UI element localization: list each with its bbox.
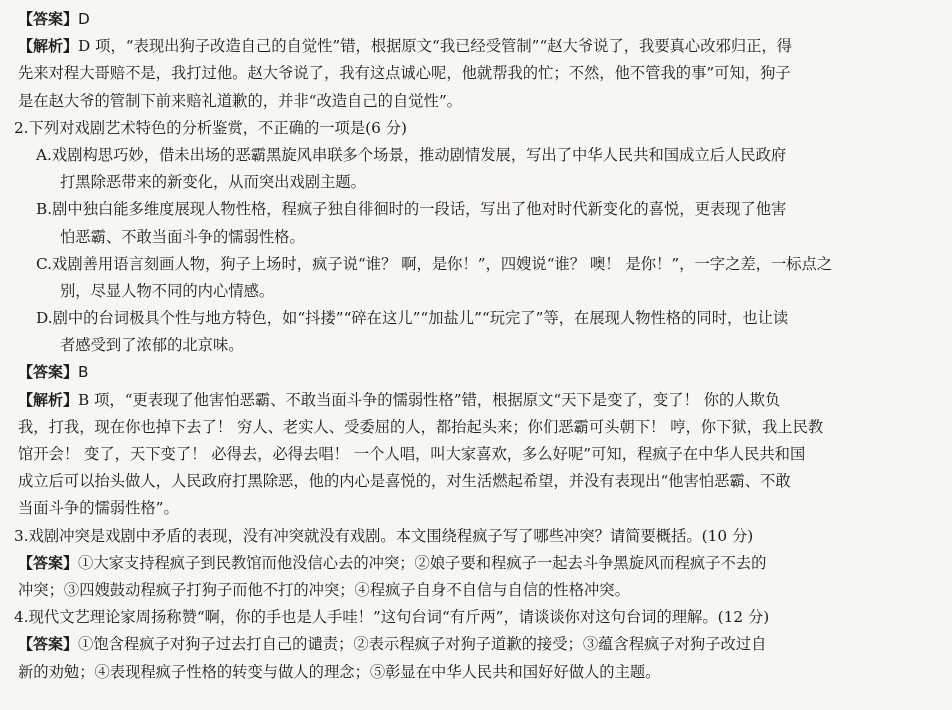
q2-option-c-cont: 别，尽显人物不同的内心情感。 <box>60 281 275 300</box>
q2-option-d-cont: 者感受到了浓郁的北京味。 <box>60 336 244 355</box>
q2-option-c: C.戏剧善用语言刻画人物，狗子上场时，疯子说“谁？ 啊，是你！”，四嫂说“谁？ 噢！ 是你！”，一字之差，一标点之 <box>36 254 833 273</box>
q1-analysis-line: 先来对程大哥赔不是，我打过他。赵大爷说了，我有这点诚心呢，他就帮我的忙；不然，他不管我的事”可知，狗子 <box>18 64 791 83</box>
q2-analysis-line: 馆开会！ 变了，天下变了！ 必得去，必得去唱！ 一个人唱，叫大家喜欢，多么好呢”可知，程疯子在中华人民共和国 <box>18 445 806 463</box>
q1-analysis-line <box>14 33 942 60</box>
q2-analysis-line: 我，打我，现在你也掉下去了！ 穷人、老实人、受委屈的人，都抬起头来；你们恶霸可头朝下！ 哼，你下狱，我上民教 <box>18 417 824 436</box>
answer-tag: 【答案】 <box>18 363 79 382</box>
q2-analysis-line: 成立后可以抬头做人，人民政府打黑除恶，他的内心是喜悦的，对生活燃起希望，并没有表现出“他害怕恶霸、不敢 <box>18 472 791 491</box>
answer-value: B <box>78 363 89 382</box>
q2-option-a-cont: 打黑除恶带来的新变化，从而突出戏剧主题。 <box>60 173 366 192</box>
analysis-tag: 【解析】 <box>18 37 79 56</box>
q4-stem: 4.现代文艺理论家周扬称赞“啊，你的手也是人手哇！”这句台词“有斤两”，请谈谈你对这句台词的理解。(12 分) <box>14 608 770 627</box>
answer-tag: 【答案】 <box>18 635 79 654</box>
q1-analysis-line: 是在赵大爷的管制下前来赔礼道歉的，并非“改造自己的自觉性”。 <box>18 91 462 110</box>
q2-option-b: B.剧中独白能多维度展现人物性格，程疯子独自徘徊时的一段话，写出了他对时代新变化的喜悦，更表现了他害 <box>36 200 787 219</box>
q2-option-a: A.戏剧构思巧妙，借未出场的恶霸黑旋风串联多个场景，推动剧情发展，写出了中华人民共和国成立后人民政府 <box>36 145 787 164</box>
analysis-text: B 项，“更表现了他害怕恶霸、不敢当面斗争的懦弱性格”错，根据原文“天下是变了，变了！ 你的人欺负 <box>78 390 781 409</box>
q2-analysis-line <box>14 387 942 414</box>
q2-stem: 2.下列对戏剧艺术特色的分析鉴赏，不正确的一项是(6 分) <box>14 118 407 137</box>
q2-option-b-cont: 怕恶霸、不敢当面斗争的懦弱性格。 <box>60 227 305 246</box>
q2-answer <box>14 359 942 386</box>
answer-text: ①大家支持程疯子到民教馆而他没信心去的冲突；②娘子要和程疯子一起去斗争黑旋风而程疯子不去的 <box>78 553 767 572</box>
answer-tag: 【答案】 <box>18 553 79 572</box>
q3-answer-line: 冲突；③四嫂鼓动程疯子打狗子而他不打的冲突；④程疯子自身不自信与自信的性格冲突。 <box>18 580 630 599</box>
analysis-tag: 【解析】 <box>18 390 79 409</box>
q3-stem: 3.戏剧冲突是戏剧中矛盾的表现，没有冲突就没有戏剧。本文围绕程疯子写了哪些冲突？请简要概括。(10 分) <box>14 526 754 545</box>
answer-text: ①饱含程疯子对狗子过去打自己的谴责；②表示程疯子对狗子道歉的接受；③蕴含程疯子对狗子改过自 <box>78 635 767 654</box>
q1-answer <box>14 6 942 33</box>
analysis-text: D 项，“表现出狗子改造自己的自觉性”错，根据原文“我已经受管制”“赵大爷说了，我要真心改邪归正，得 <box>78 37 793 56</box>
answer-tag: 【答案】 <box>18 10 79 28</box>
q4-answer-line <box>14 631 942 658</box>
answer-value: D <box>78 10 90 28</box>
q3-answer-line <box>14 550 942 577</box>
q2-option-d: D.剧中的台词极具个性与地方特色，如“抖搂”“碎在这儿”“加盐儿”“玩完了”等，在展现人物性格的同时，也让读 <box>36 309 789 328</box>
q2-analysis-line: 当面斗争的懦弱性格”。 <box>18 499 179 518</box>
q4-answer-line: 新的劝勉；④表现程疯子性格的转变与做人的理念；⑤彰显在中华人民共和国好好做人的主题。 <box>18 662 661 681</box>
